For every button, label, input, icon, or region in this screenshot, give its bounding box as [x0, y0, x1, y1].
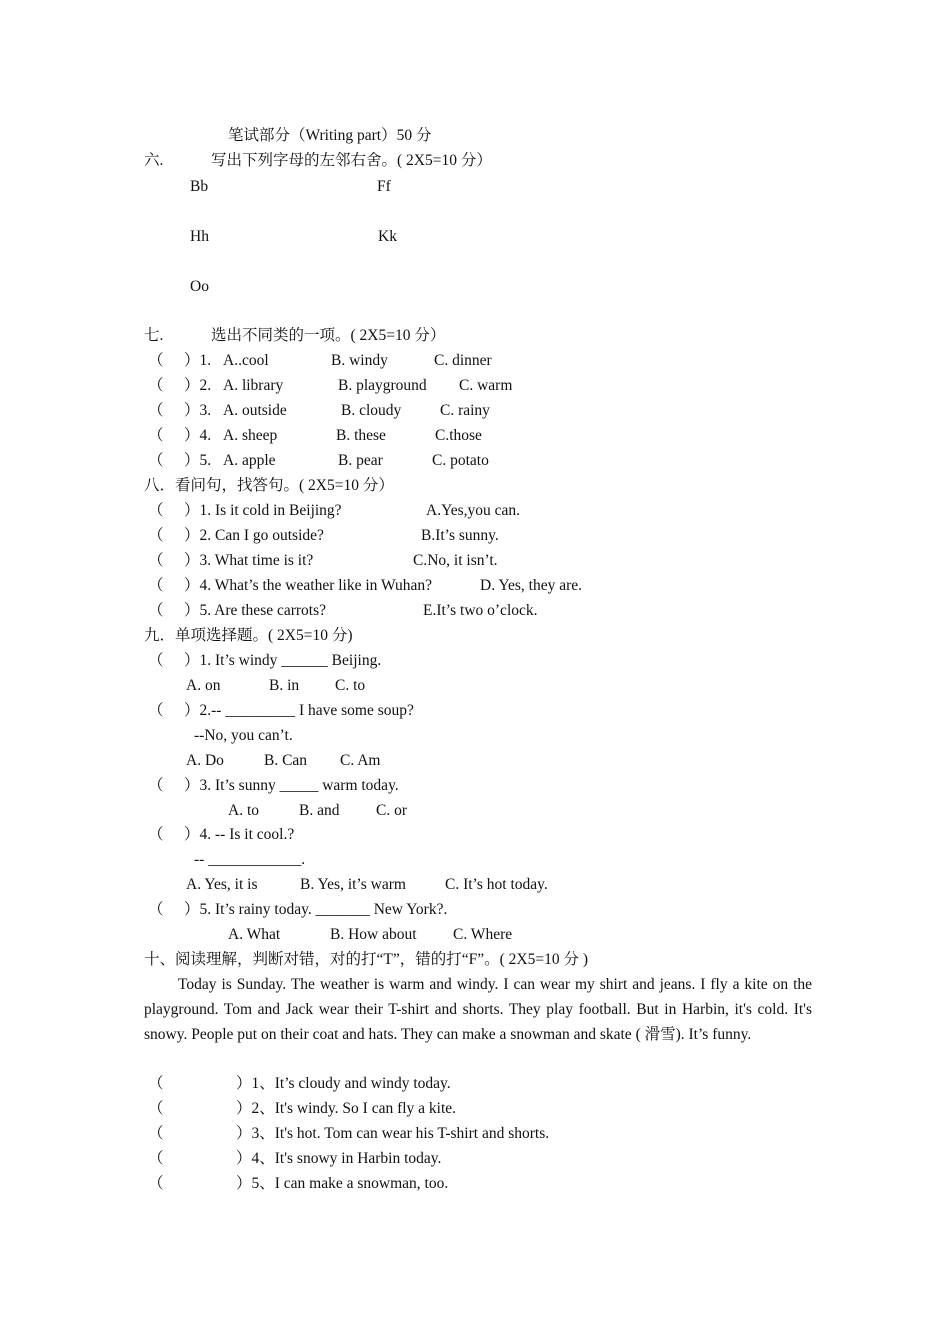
s7-heading-num: 七. — [144, 327, 164, 344]
statement: ）4、It's snowy in Harbin today. — [236, 1150, 442, 1167]
passage-text: Today is Sunday. The weather is warm and windy. I can wear my shirt and jeans. I fly a kite on the playground. Tom and Jack wear their T-shirt and shorts. They play football. But in Harbin, it's cold. It's snowy. People put on their coat and hats. They can make a snowman and skate ( 滑雪). It’s funny. — [144, 976, 812, 1043]
question: ）5. It’s rainy today. _______ New York?. — [184, 901, 448, 918]
option-c: C. Am — [340, 752, 381, 769]
answer-option: E.It’s two o’clock. — [423, 602, 538, 619]
question: ）3. What time is it? — [184, 552, 314, 569]
statement: ）1、It’s cloudy and windy today. — [236, 1075, 451, 1092]
option-b: B. Can — [264, 752, 308, 769]
option-b: B. How about — [330, 926, 417, 943]
answer-paren: （ — [148, 527, 164, 544]
question: ）4. What’s the weather like in Wuhan? — [184, 577, 433, 594]
letter-bb: Bb — [190, 178, 209, 195]
answer-option: B.It’s sunny. — [421, 527, 499, 544]
answer-paren: （ — [148, 402, 164, 419]
option-a: A. to — [228, 802, 259, 819]
answer-paren: （ — [148, 826, 164, 843]
q-number: ）4. — [184, 427, 212, 444]
option-a: A. Yes, it is — [186, 876, 258, 893]
option-c: C.those — [435, 427, 482, 444]
answer-paren: （ — [148, 352, 164, 369]
option-b: B. pear — [338, 452, 383, 469]
option-c: C. or — [376, 802, 407, 819]
answer-option: A.Yes,you can. — [426, 502, 521, 519]
option-c: C. dinner — [434, 352, 492, 369]
letter-oo: Oo — [190, 278, 209, 295]
option-c: C. potato — [432, 452, 489, 469]
s6-heading: 写出下列字母的左邻右舍。( 2X5=10 分） — [211, 152, 492, 169]
letter-kk: Kk — [378, 228, 397, 245]
answer-paren: （ — [148, 1075, 164, 1092]
option-b: B. cloudy — [341, 402, 402, 419]
reply-line: -- ____________. — [194, 851, 306, 868]
question: ）1. Is it cold in Beijing? — [184, 502, 342, 519]
option-b: B. playground — [338, 377, 427, 394]
q-number: ）1. — [184, 352, 212, 369]
q-number: ）2. — [184, 377, 212, 394]
option-b: B. Yes, it’s warm — [300, 876, 406, 893]
option-c: C. Where — [453, 926, 513, 943]
option-a: A. outside — [223, 402, 287, 419]
answer-paren: （ — [148, 777, 164, 794]
option-a: A. on — [186, 677, 221, 694]
answer-paren: （ — [148, 602, 164, 619]
option-a: A. apple — [223, 452, 276, 469]
s10-heading: 十、阅读理解，判断对错，对的打“T”，错的打“F”。( 2X5=10 分 ) — [144, 951, 588, 968]
option-c: C. rainy — [440, 402, 490, 419]
statement: ）2、It's windy. So I can fly a kite. — [236, 1100, 457, 1117]
option-b: B. these — [336, 427, 386, 444]
statement: ）5、I can make a snowman, too. — [236, 1175, 449, 1192]
q-number: ）5. — [184, 452, 212, 469]
option-a: A. Do — [186, 752, 224, 769]
answer-paren: （ — [148, 502, 164, 519]
answer-paren: （ — [148, 702, 164, 719]
letter-ff: Ff — [377, 178, 391, 195]
question: ）1. It’s windy ______ Beijing. — [184, 652, 382, 669]
answer-paren: （ — [148, 427, 164, 444]
option-b: B. in — [269, 677, 300, 694]
answer-paren: （ — [148, 452, 164, 469]
reading-passage — [144, 972, 812, 1047]
option-a: A..cool — [223, 352, 269, 369]
answer-option: D. Yes, they are. — [480, 577, 583, 594]
answer-paren: （ — [148, 1175, 164, 1192]
option-a: A. What — [228, 926, 281, 943]
q-number: ）3. — [184, 402, 212, 419]
question: ）4. -- Is it cool.? — [184, 826, 295, 843]
question: ）3. It’s sunny _____ warm today. — [184, 777, 399, 794]
answer-paren: （ — [148, 577, 164, 594]
option-c: C. It’s hot today. — [445, 876, 548, 893]
letter-hh: Hh — [190, 228, 209, 245]
answer-paren: （ — [148, 652, 164, 669]
s6-heading-num: 六. — [144, 152, 164, 169]
section-title: 笔试部分（Writing part）50 分 — [228, 127, 432, 144]
answer-paren: （ — [148, 901, 164, 918]
answer-paren: （ — [148, 377, 164, 394]
option-a: A. sheep — [223, 427, 278, 444]
option-a: A. library — [223, 377, 284, 394]
answer-paren: （ — [148, 1125, 164, 1142]
question: ）2. Can I go outside? — [184, 527, 324, 544]
reply-line: --No, you can’t. — [194, 727, 293, 744]
option-c: C. to — [335, 677, 366, 694]
option-c: C. warm — [459, 377, 513, 394]
question: ）5. Are these carrots? — [184, 602, 327, 619]
s9-heading: 九．单项选择题。( 2X5=10 分) — [144, 627, 353, 644]
option-b: B. and — [299, 802, 340, 819]
answer-paren: （ — [148, 1150, 164, 1167]
question: ）2.-- _________ I have some soup? — [184, 702, 414, 719]
answer-option: C.No, it isn’t. — [413, 552, 498, 569]
statement: ）3、It's hot. Tom can wear his T-shirt and shorts. — [236, 1125, 550, 1142]
s8-heading: 八．看问句，找答句。( 2X5=10 分） — [144, 477, 394, 494]
option-b: B. windy — [331, 352, 388, 369]
s7-heading: 选出不同类的一项。( 2X5=10 分） — [211, 327, 446, 344]
answer-paren: （ — [148, 1100, 164, 1117]
answer-paren: （ — [148, 552, 164, 569]
